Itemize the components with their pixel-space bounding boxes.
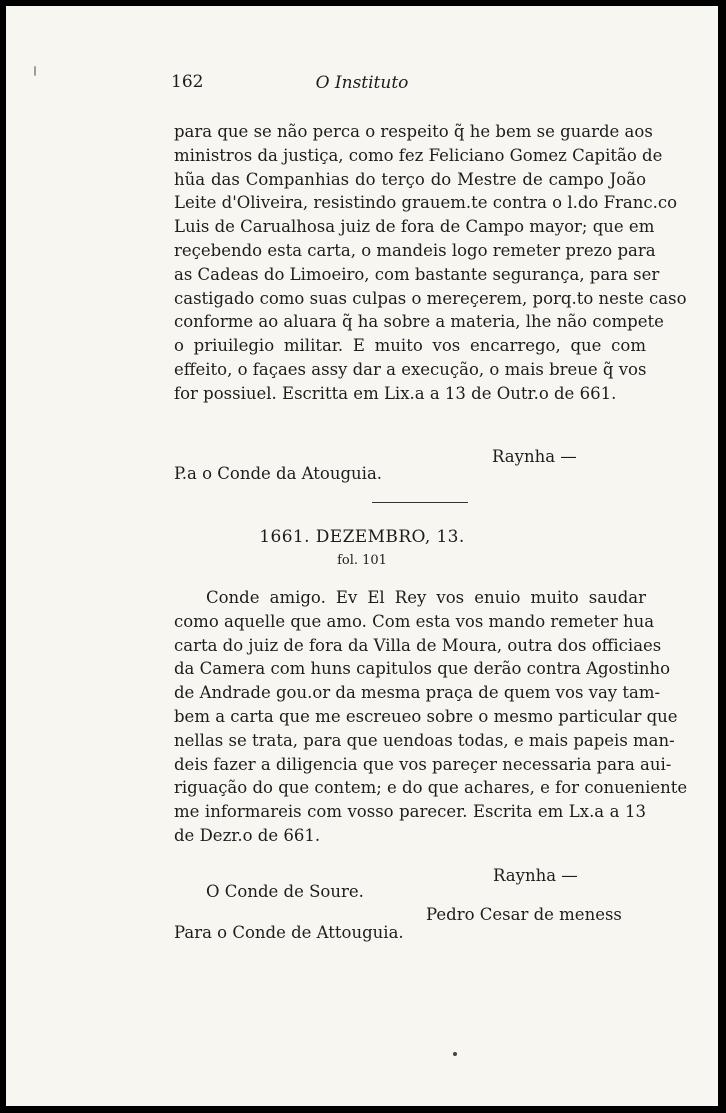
text-line: Conde amigo. Ev El Rey vos enuio muito saudar [206, 588, 646, 607]
text-line: Luis de Carualhosa juiz de fora de Campo mayor; que em [174, 217, 655, 237]
text-line: de Dezr.o de 661. [174, 825, 321, 845]
letter2-secretary: Pedro Cesar de meness [426, 905, 622, 924]
text-line: reçebendo esta carta, o mandeis logo remeter prezo para [174, 240, 656, 260]
text-line: da Camera com huns capitulos que derão contra Agostinho [174, 659, 671, 679]
text-line: riguação do que contem; e do que achares, e for conueniente [174, 778, 688, 798]
letter1-addressee: P.a o Conde da Atouguia. [174, 464, 383, 483]
running-title: O Instituto [315, 73, 409, 93]
text-line: hũa das Companhias do terço do Mestre de campo João [174, 169, 646, 189]
letter2-body [174, 586, 688, 848]
text-line: ministros da justiça, como fez Feliciano Gomez Capitão de [174, 145, 663, 165]
ink-speck [453, 1052, 457, 1056]
text-line: o priuilegio militar. E muito vos encarrego, que com [174, 336, 646, 356]
letter2-signature: Raynha — [493, 866, 578, 885]
text-line: effeito, o façaes assy dar a execução, o mais breue q̃ vos [174, 359, 647, 379]
letter2-sender: O Conde de Soure. [206, 882, 364, 901]
text-line: castigado como suas culpas o mereçerem, porq.to neste caso [174, 288, 687, 308]
text-line: conforme ao aluara q̃ ha sobre a materia, lhe não compete [174, 312, 664, 332]
text-line: como aquelle que amo. Com esta vos mando remeter hua [174, 611, 655, 631]
letter2-folio: fol. 101 [337, 553, 387, 568]
ink-speck [34, 66, 36, 76]
text-line: for possiuel. Escritta em Lix.a a 13 de Outr.o de 661. [174, 383, 617, 403]
page-number: 162 [171, 72, 204, 92]
text-line: bem a carta que me escreueo sobre o mesmo particular que [174, 706, 678, 726]
section-divider [372, 502, 468, 503]
text-line: nellas se trata, para que uendoas todas, e mais papeis man- [174, 730, 675, 750]
text-line: Leite d'Oliveira, resistindo grauem.te contra o l.do Franc.co [174, 193, 678, 213]
text-line: de Andrade gou.or da mesma praça de quem vos vay tam- [174, 683, 661, 703]
letter2-addressee: Para o Conde de Attouguia. [174, 923, 404, 942]
text-line: carta do juiz de fora da Villa de Moura, outra dos officiaes [174, 635, 662, 655]
letter1-body [174, 120, 687, 406]
text-line: para que se não perca o respeito q̃ he bem se guarde aos [174, 122, 653, 141]
letter2-date-heading: 1661. DEZEMBRO, 13. [259, 527, 465, 547]
text-line: as Cadeas do Limoeiro, com bastante segurança, para ser [174, 264, 660, 284]
text-line: me informareis com vosso parecer. Escrita em Lx.a a 13 [174, 802, 646, 822]
letter1-signature: Raynha — [492, 447, 577, 466]
text-line: deis fazer a diligencia que vos pareçer necessaria para aui- [174, 754, 672, 774]
book-page [6, 6, 718, 1106]
